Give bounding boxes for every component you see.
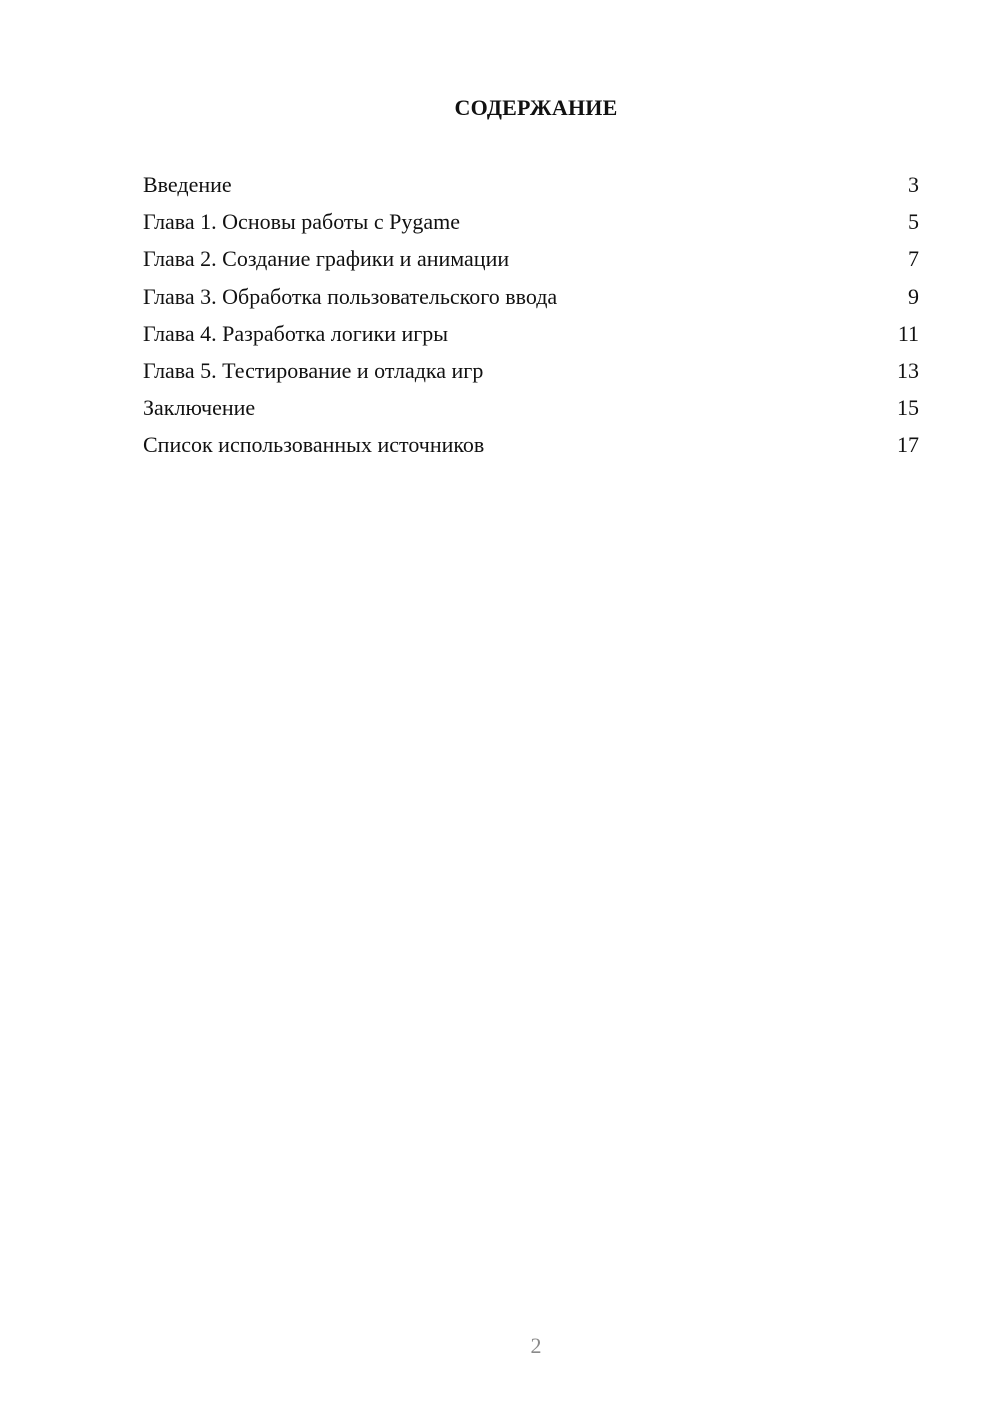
toc-entry-page: 17 [897,432,919,458]
table-of-contents [143,170,919,468]
toc-entry-page: 5 [908,209,919,235]
toc-entry-page: 7 [908,246,919,272]
toc-entry-label: Список использованных источников [143,432,485,458]
toc-entry-page: 13 [897,357,919,383]
toc-entry-page: 11 [897,320,919,346]
page-title: СОДЕРЖАНИЕ [454,95,618,120]
toc-entry-chapter-3 [143,282,919,319]
toc-entry-label: Введение [143,172,232,197]
toc-entry-label: Глава 4. Разработка логики игры [143,320,449,346]
toc-entry-chapter-1 [143,207,919,244]
page-number: 2 [530,1333,542,1358]
toc-entry-label: Глава 3. Обработка пользовательского ввода [143,283,558,309]
toc-entry-references [143,430,919,467]
toc-entry-label: Глава 2. Создание графики и анимации [143,246,510,272]
toc-entry-chapter-4 [143,319,919,356]
toc-entry-introduction [143,170,919,207]
toc-entry-page: 3 [908,172,919,197]
toc-entry-page: 15 [897,395,919,421]
toc-entry-label: Глава 1. Основы работы с Pygame [143,209,460,235]
toc-entry-conclusion [143,393,919,430]
toc-entry-label: Заключение [143,395,256,421]
toc-entry-chapter-2 [143,244,919,281]
toc-entry-page: 9 [908,283,919,309]
toc-entry-label: Глава 5. Тестирование и отладка игр [143,357,484,383]
toc-entry-chapter-5 [143,356,919,393]
